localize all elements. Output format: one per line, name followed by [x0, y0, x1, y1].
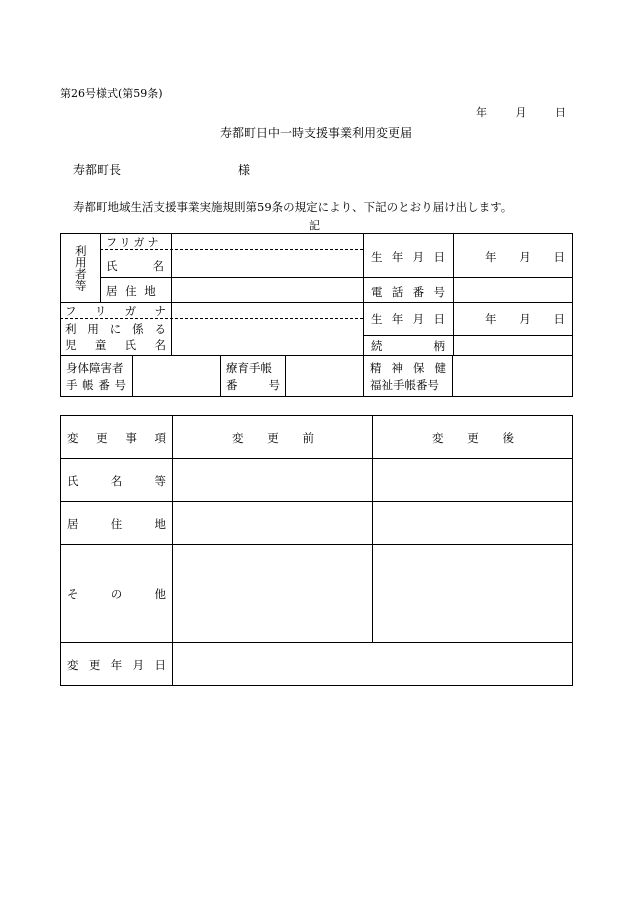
- date-year: 年: [476, 106, 487, 119]
- row-other-label: そ の 他: [67, 587, 166, 601]
- col-item-header: 変 更 事 項: [67, 431, 166, 445]
- col-before-header: 変 更 前: [232, 431, 314, 445]
- child-birth-date-label: 生 年 月 日: [371, 312, 445, 326]
- row-date-label: 変 更 年 月 日: [67, 658, 166, 672]
- statement: 寿都町地域生活支援事業実施規則第59条の規定により、下記のとおり届け出します。: [73, 200, 513, 214]
- mental-label-2: 福祉手帳番号: [370, 378, 439, 392]
- ki-label: 記: [309, 219, 320, 232]
- ryoiku-label-1: 療育手帳: [226, 361, 272, 375]
- mental-label-1: 精 神 保 健: [370, 361, 446, 375]
- child-furigana-label: フ リ ガ ナ: [65, 304, 166, 318]
- birth-date-value: 年 月 日: [485, 250, 565, 264]
- date-day: 日: [555, 106, 566, 119]
- user-label: 利用者等: [73, 244, 88, 291]
- child-label-2: 児 童 氏 名: [65, 338, 166, 352]
- addressee: 寿都町長: [73, 163, 122, 177]
- relation-label: 続 柄: [371, 339, 445, 353]
- phone-label: 電 話 番 号: [371, 285, 445, 299]
- furigana-label: フリガナ: [106, 236, 162, 249]
- date-line: [476, 104, 566, 120]
- name-label: 氏 名: [106, 259, 164, 273]
- disability-label-2: 手 帳 番 号: [66, 378, 126, 392]
- ryoiku-label-2: 番 号: [226, 378, 280, 392]
- date-month: 月: [515, 106, 527, 119]
- honorific: 様: [238, 163, 251, 177]
- row-address-label: 居 住 地: [67, 517, 166, 531]
- disability-label-1: 身体障害者: [66, 361, 124, 375]
- address-label: 居 住 地: [106, 284, 158, 298]
- form-number: 第26号様式(第59条): [60, 87, 163, 100]
- document-title: 寿都町日中一時支援事業利用変更届: [220, 126, 413, 140]
- child-label-1: 利 用 に 係 る: [65, 322, 166, 336]
- col-after-header: 変 更 後: [432, 431, 514, 445]
- row-name-label: 氏 名 等: [67, 474, 166, 488]
- birth-date-label: 生 年 月 日: [371, 250, 445, 264]
- child-birth-date-value: 年 月 日: [485, 312, 565, 326]
